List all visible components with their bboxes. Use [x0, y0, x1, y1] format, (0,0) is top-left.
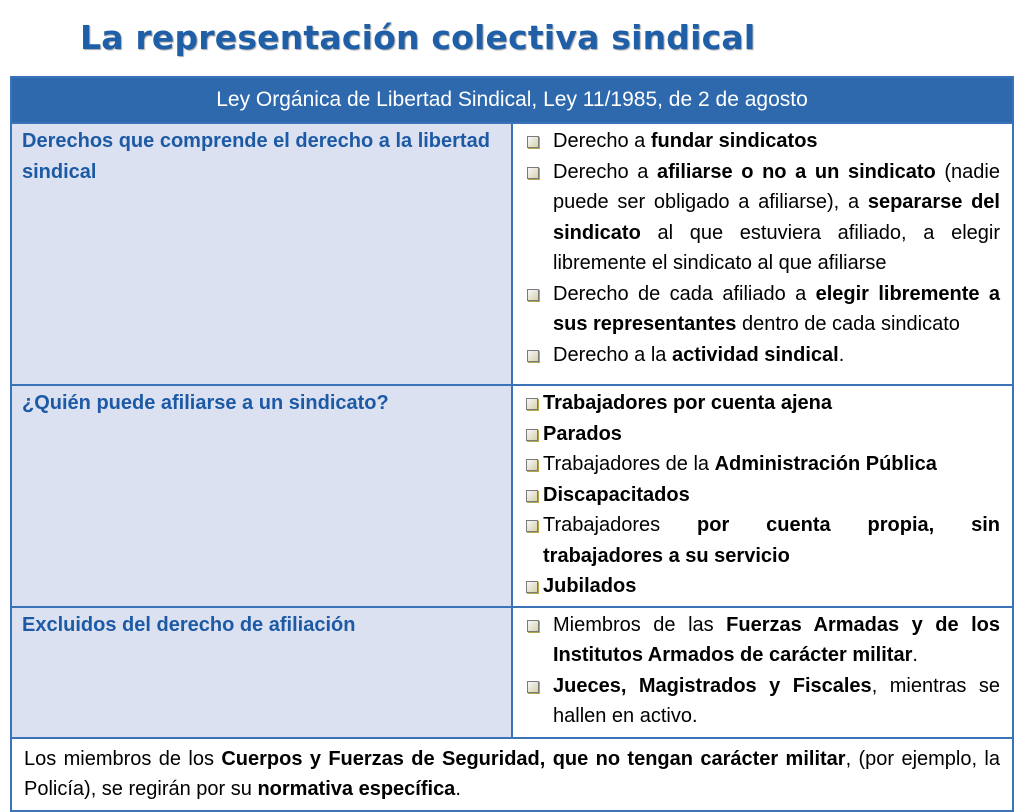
list-item: Trabajadores de la Administración Pública — [525, 449, 1000, 480]
row-label-excluded: Excluidos del derecho de afiliación — [11, 607, 512, 738]
table-row — [11, 123, 1013, 385]
table-row — [11, 385, 1013, 607]
row-content-excluded — [512, 607, 1013, 738]
footer-note: Los miembros de los Cuerpos y Fuerzas de Seguridad, que no tengan carácter militar, (por ejemplo, la Policía), se regirán por su normativa específica. — [11, 738, 1013, 811]
list-item: Derecho de cada afiliado a elegir libremente a sus representantes dentro de cada sindicato — [525, 279, 1000, 340]
row-content-rights — [512, 123, 1013, 385]
table-row — [11, 607, 1013, 738]
list-item: Trabajadores por cuenta ajena — [525, 388, 1000, 419]
list-item: Jueces, Magistrados y Fiscales, mientras se hallen en activo. — [525, 671, 1000, 732]
table-header: Ley Orgánica de Libertad Sindical, Ley 11/1985, de 2 de agosto — [11, 77, 1013, 123]
page-title: La representación colectiva sindical — [80, 18, 756, 57]
list-item: Trabajadores por cuenta propia, sin trabajadores a su servicio — [525, 510, 1000, 571]
row-label-who: ¿Quién puede afiliarse a un sindicato? — [11, 385, 512, 607]
row-content-who — [512, 385, 1013, 607]
list-item: Derecho a la actividad sindical. — [525, 340, 1000, 371]
list-item: Miembros de las Fuerzas Armadas y de los Institutos Armados de carácter militar. — [525, 610, 1000, 671]
list-item: Parados — [525, 419, 1000, 450]
row-label-rights: Derechos que comprende el derecho a la libertad sindical — [11, 123, 512, 385]
list-item: Discapacitados — [525, 480, 1000, 511]
law-table — [10, 76, 1014, 812]
list-item: Jubilados — [525, 571, 1000, 602]
list-item: Derecho a afiliarse o no a un sindicato (nadie puede ser obligado a afiliarse), a separarse del sindicato al que estuviera afiliado, a elegir libremente el sindicato al que afiliarse — [525, 157, 1000, 279]
list-item: Derecho a fundar sindicatos — [525, 126, 1000, 157]
